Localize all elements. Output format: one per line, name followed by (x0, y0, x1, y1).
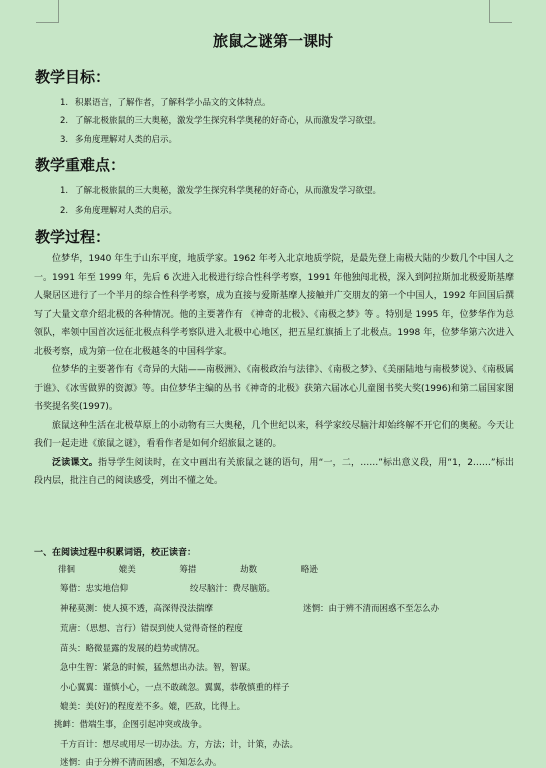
vocab-definition: 迷惘：由于辨不清而困惑不至怎么办 (303, 604, 440, 614)
process-body (34, 250, 514, 491)
list-item: 2. 多角度理解对人类的启示。 (60, 206, 178, 216)
vocab-word: 筹措 (179, 565, 197, 575)
heading-process: 教学过程： (35, 228, 111, 246)
heading-keypoints: 教学重难点： (35, 156, 126, 174)
vocab-definition: 荒唐：（思想、言行）错误到使人觉得奇怪的程度 (60, 624, 243, 634)
vocab-definition: 千方百计：想尽或用尽一切办法。方，方法；计，计策，办法。 (60, 740, 299, 750)
list-item: 2. 了解北极旅鼠的三大奥秘，激发学生探究科学奥秘的好奇心，从而激发学习欲望。 (60, 116, 382, 126)
vocab-definition: 迷惘：由于分辨不清而困惑，不知怎么办。 (60, 758, 222, 768)
vocab-definition: 筹借：忠实地信仰 (60, 584, 129, 594)
vocab-definition: 急中生智：紧急的时候，猛然想出办法。智，智谋。 (60, 663, 256, 673)
vocab-definition: 小心翼翼：谨慎小心，一点不敢疏忽。翼翼，恭敬慎重的样子 (60, 683, 290, 693)
paragraph-reading: 泛读课文。指导学生阅读时，在文中画出有关旅鼠之谜的语句，用“一，二，……”标出意义段，用“1，2……”标出段内层，批注自己的阅读感受，列出不懂之处。 (34, 457, 514, 486)
vocab-definition: 苗头：略微显露的发展的趋势或情况。 (60, 644, 205, 654)
vocab-word: 劫数 (240, 565, 258, 575)
vocab-definition: 神秘莫测：使人摸不透，高深得没法揣摩 (60, 604, 214, 614)
vocab-definition: 挑衅：借端生事，企图引起冲突或战争。 (54, 720, 208, 730)
paragraph-intro: 旅鼠这种生活在北极草原上的小动物有三大奥秘，几个世纪以来，科学家绞尽脑汁却始终解不开它们的奥秘。今天让我们一起走进《旅鼠之谜》，看看作者是如何介绍旅鼠之谜的。 (34, 420, 514, 449)
vocab-heading: 一、在阅读过程中积累词语，校正读音： (34, 548, 197, 558)
page-title: 旅鼠之谜第一课时 (212, 32, 333, 50)
vocab-word: 略逊 (300, 565, 318, 575)
vocab-word-list (58, 563, 528, 575)
list-item: 3. 多角度理解对人类的启示。 (60, 135, 178, 145)
vocab-definition: 媲美：美(好)的程度差不多。媲，匹敌，比得上。 (60, 702, 246, 712)
paragraph-works: 位梦华的主要著作有《奇异的大陆——南极洲》、《南极政治与法律》、《南极之梦》、《美丽陆地与南极梦说》、《南极属于谁》、《冰雪做界的资源》等。由位梦华主编的丛书《神奇的北极》获第六届冰心儿童图书奖大奖(1996)和第二届国家图书奖提名奖(1997)。 (34, 365, 514, 412)
heading-goals: 教学目标： (35, 68, 111, 86)
list-item: 1. 了解北极旅鼠的三大奥秘，激发学生探究科学奥秘的好奇心，从而激发学习欲望。 (60, 186, 382, 196)
paragraph-author: 位梦华，1940 年生于山东平度，地质学家。1962 年考入北京地质学院，是最先登上南极大陆的少数几个中国人之一。1991 年至 1999 年，先后 6 次进入北极进行综合性科学考察，1991 年他独闯北极，深入到阿拉斯加北极爱斯基摩人聚居区进行了一个半月的综合性科学考察，成为直接与爱斯基摩人接触并广交朋友的第一个中国人，1992 年回国后撰写了大量文章介绍北极的各种情况。他的主要著作有 《神奇的北极》、《南极之梦》等 。特别是 1995 年，位梦华作为总领队，率领中国首次远征北极点科学考察队进入北极中心地区，把五星红旗插上了北极点。1998 年，位梦华第六次进入北极考察，成为第一位在北极越冬的中国科学家。 (34, 254, 514, 357)
list-item: 1. 积累语言，了解作者，了解科学小品文的文体特点。 (60, 98, 271, 108)
vocab-word: 媲美 (118, 565, 136, 575)
vocab-definition: 绞尽脑汁：费尽脑筋。 (190, 584, 276, 594)
vocab-word: 徘徊 (58, 565, 76, 575)
